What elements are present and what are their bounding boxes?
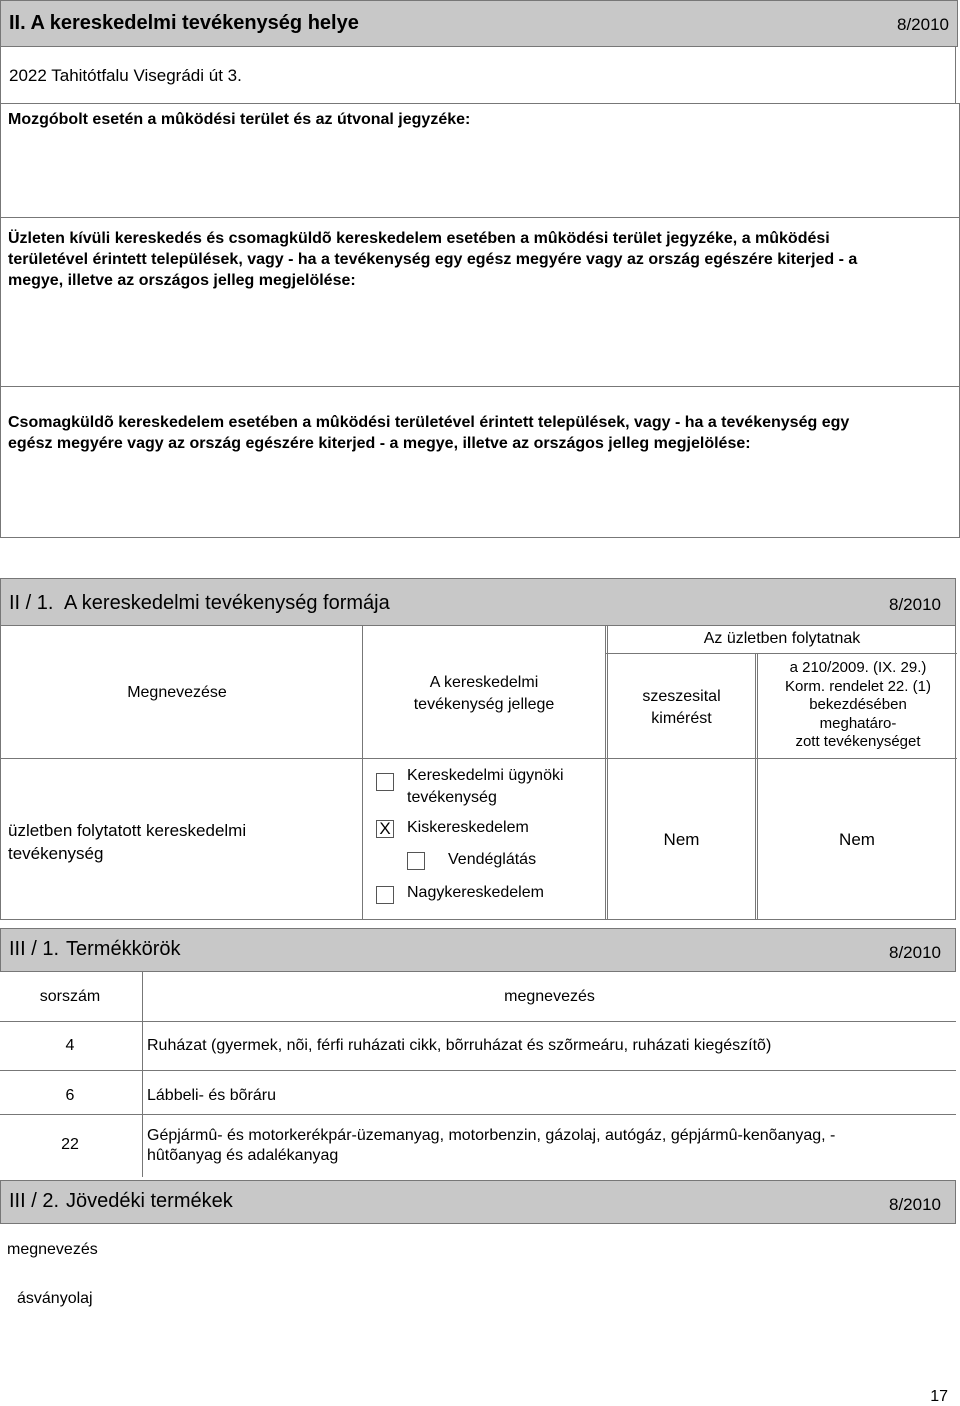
section-21-header [0, 578, 956, 626]
agent-label [407, 765, 564, 809]
product-row-name: Ruházat (gyermek, nõi, férfi ruházati cikk, bõrruházat és szõrmeáru, ruházati kiegészítõ) [147, 1037, 772, 1054]
wholesale-checkbox[interactable] [376, 886, 394, 904]
col-decree-line: Korm. rendelet 22. (1) [785, 677, 931, 695]
decree-value: Nem [839, 830, 875, 849]
col-alcohol-header [608, 686, 755, 730]
mail-order-label [8, 412, 849, 454]
col-decree-line: bekezdésében [809, 696, 907, 713]
row-name-line: üzletben folytatott kereskedelmi [8, 821, 247, 840]
section-21-prefix: II / 1. [9, 592, 54, 614]
col-shop-header: Az üzletben folytatnak [703, 630, 861, 647]
section-21-date: 8/2010 [889, 595, 941, 614]
col-alcohol-line: kimérést [651, 710, 712, 727]
section-31-prefix: III / 1. [9, 938, 60, 960]
outside-shop-box [0, 217, 960, 387]
catering-label: Vendéglátás [448, 851, 537, 868]
product-row-name [147, 1126, 835, 1166]
product-row-number: 4 [65, 1037, 75, 1054]
address-value: 2022 Tahitótfalu Visegrádi út 3. [9, 66, 242, 85]
agent-checkbox[interactable] [376, 773, 394, 791]
section-2-date: 8/2010 [897, 15, 949, 34]
section-2-header [0, 0, 958, 47]
col-decree-line: zott tevékenységet [795, 733, 921, 750]
address-box [0, 46, 956, 104]
section-32-title: Jövedéki termékek [66, 1190, 233, 1212]
retail-checkbox[interactable]: X [376, 820, 394, 838]
mobile-route-label: Mozgóbolt esetén a mûködési terület és az útvonal jegyzéke: [8, 111, 471, 128]
section-31-header [0, 928, 956, 972]
outside-shop-label-line: Üzleten kívüli kereskedés és csomagküldõ kereskedelem esetében a mûködési terület jegyzéke, a mûködési [8, 230, 830, 247]
mail-order-box [0, 386, 960, 538]
section-31-date: 8/2010 [889, 943, 941, 962]
excise-item: ásványolaj [17, 1290, 93, 1307]
outside-shop-label-line: megye, illetve az országos jelleg megjelölése: [8, 272, 356, 289]
col-alcohol-line: szeszesital [642, 688, 721, 705]
wholesale-label: Nagykereskedelem [407, 884, 544, 901]
outside-shop-label-line: területével érintett települések, vagy - ha a tevékenység egy egész megyére vagy az ország egészére kiterjed - a [8, 251, 858, 268]
mobile-route-box [0, 103, 960, 218]
page-number: 17 [930, 1388, 948, 1405]
col-product-header: megnevezés [504, 988, 595, 1005]
col-nature-line: tevékenység jellege [413, 696, 555, 713]
product-row-number: 22 [61, 1136, 79, 1153]
section-32-date: 8/2010 [889, 1195, 941, 1214]
row-name-line: tevékenység [8, 844, 104, 863]
product-row-number: 6 [65, 1087, 75, 1104]
retail-label: Kiskereskedelem [407, 819, 529, 836]
col-number-header: sorszám [39, 988, 101, 1005]
mail-order-label-line: egész megyére vagy az ország egészére kiterjed - a megye, illetve az országos jelleg megjelölése: [8, 435, 751, 452]
row-name [8, 819, 246, 865]
section-2-title: II. A kereskedelmi tevékenység helye [9, 12, 359, 34]
agent-label-line: tevékenység [407, 789, 497, 806]
mail-order-label-line: Csomagküldõ kereskedelem esetében a mûködési területével érintett települések, vagy - ha a tevékenység egy [8, 414, 850, 431]
col-decree-line: meghatáro- [819, 714, 897, 732]
product-row-name: Lábbeli- és bõráru [147, 1087, 276, 1104]
agent-label-line: Kereskedelmi ügynöki [407, 767, 564, 784]
col-nature-line: A kereskedelmi [429, 674, 539, 691]
col-name-header: Megnevezése [127, 684, 227, 701]
product-row-name-line: Gépjármû- és motorkerékpár-üzemanyag, motorbenzin, gázolaj, autógáz, gépjármû-kenõanyag, - [147, 1127, 836, 1144]
col-nature-header [363, 672, 605, 716]
catering-checkbox[interactable] [407, 852, 425, 870]
section-32-header [0, 1180, 956, 1224]
section-32-prefix: III / 2. [9, 1190, 60, 1212]
section-21-title: A kereskedelmi tevékenység formája [64, 592, 390, 614]
product-row-name-line: hûtõanyag és adalékanyag [147, 1147, 339, 1164]
excise-col-header: megnevezés [7, 1241, 98, 1258]
product-groups-table [0, 971, 956, 1176]
col-decree-line: a 210/2009. (IX. 29.) [789, 659, 927, 676]
section-31-title: Termékkörök [66, 938, 181, 960]
outside-shop-label [8, 228, 857, 291]
activity-form-table [0, 625, 956, 920]
alcohol-value: Nem [663, 830, 700, 849]
col-decree-header [758, 659, 958, 752]
